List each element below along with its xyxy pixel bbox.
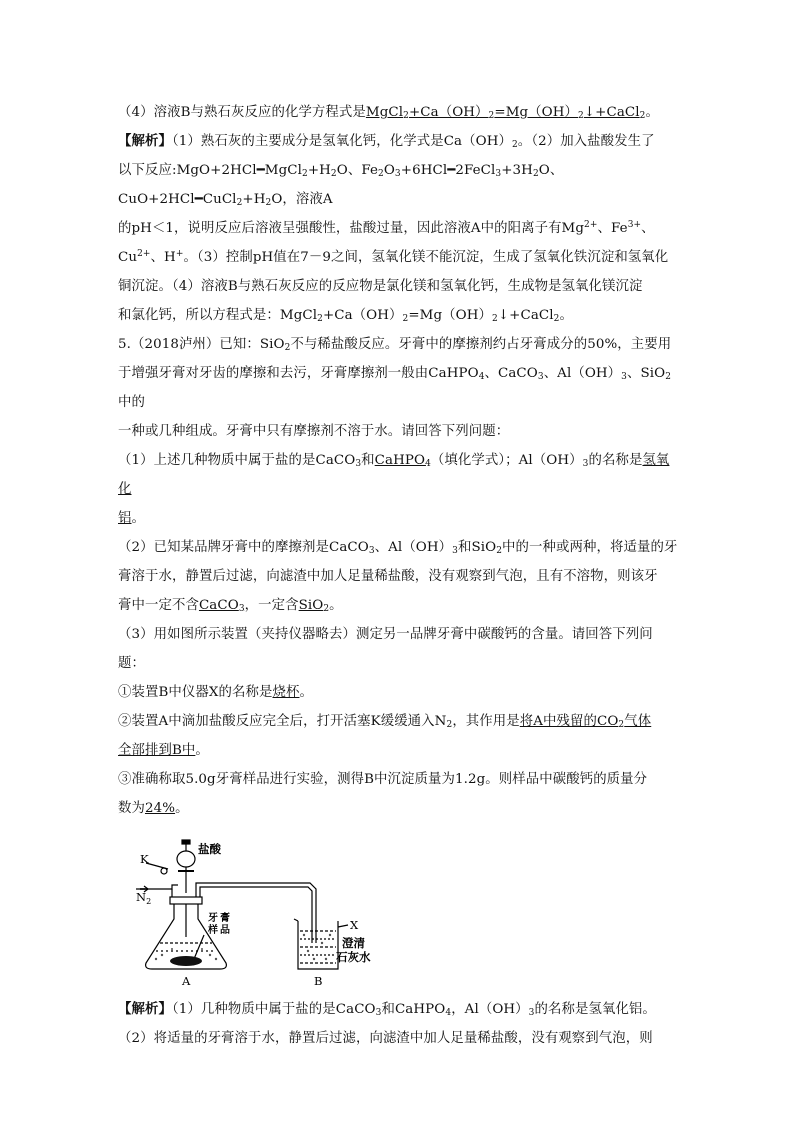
label-x: X [350,918,359,932]
sub3-item1: ①装置B中仪器X的名称是烧杯。 [118,685,313,700]
sub2-line3: 膏中一定不含CaCO$_3$，一定含SiO$_2$。 [118,598,343,614]
jiexi2-line1: 【解析】（1）几种物质中属于盐的是CaCO$_3$和CaHPO$_4$，$Al(OH)_3$的名称是氢氧化铝。 [118,1001,656,1018]
sub2-line2: 膏溶于水，静置后过滤，向滤渣中加人足量稀盐酸，没有观察到气泡，且有不溶物，则该牙 [118,569,658,584]
label-acid: 盐酸 [198,842,221,856]
jiexi1-line6: 和氯化钙，所以方程式是：$MgCl_2+Ca(OH)_2=Mg(OH)_2↓+CaCl_2$。 [118,308,573,324]
beaker [298,921,338,969]
sub3-answer2a: 将A中残留的$CO_2$气体 [519,714,652,730]
jiexi1-line1: 【解析】（1）熟石灰的主要成分是氢氧化钙，化学式是$Ca(OH)_2$。（2）加入盐酸发生了 [118,133,655,150]
label-b: B [314,974,323,987]
sub3-answer3: 24% [144,801,176,816]
toothpaste-sample [170,956,202,966]
sub1-line2: 铝。 [118,511,145,526]
sub3-line1: （3）用如图所示装置（夹持仪器略去）测定另一品牌牙膏中碳酸钙的含量。请回答下列问 [118,627,653,642]
q5-line1: 5.（2018泸州）已知：SiO$_2$不与稀盐酸反应。牙膏中的摩擦剂约占牙膏成分的50%，主要用 [118,337,672,353]
funnel-bulb [177,851,195,867]
jiexi-tag: 【解析】 [118,133,172,149]
document-body [118,98,678,1053]
jiexi-tag-2: 【解析】 [118,1001,172,1017]
label-a: A [182,974,191,987]
label-sample-3: 样 [208,925,218,936]
q5-line3: 一种或几种组成。牙膏中只有摩擦剂不溶于水。请回答下列问题： [118,424,510,439]
apparatus-figure [132,839,678,987]
label-lime-2: 石灰水 [336,950,371,964]
label-lime-1: 澄清 [342,936,365,950]
q5-line2: 于增强牙膏对牙齿的摩擦和去污，牙膏摩擦剂一般由CaHPO$_4$、CaCO$_3$、$Al(OH)_3$、SiO$_2$中的 [118,366,672,410]
sub1-line1: （1）上述几种物质中属于盐的是CaCO$_3$和CaHPO$_4$（填化学式）；$Al(OH)_3$的名称是氢氧化 [118,453,670,497]
sub2-answer2: SiO$_2$ [298,598,330,614]
label-sample-1: 牙 [208,913,218,924]
jiexi1-line4: $Cu^{2+}$、H+。（3）控制pH值在7－9之间，氢氧化镁不能沉淀，生成了氢氧化铁沉淀和氢氧化 [118,249,669,265]
sub3-answer1: 烧杯 [272,685,300,700]
label-sample-4: 品 [220,925,230,936]
sub1-answer1: CaHPO$_4$ [374,453,431,469]
sub2-line1: （2）已知某品牌牙膏中的摩擦剂是CaCO$_3$、$Al(OH)_3$和SiO$_2$中的一种或两种，将适量的牙 [118,540,678,556]
sub1-answer2a: 氢氧化 [118,453,670,497]
q4-line: （4）溶液B与熟石灰反应的化学方程式是$MgCl_2+Ca(OH)_2=Mg(OH)_2↓+CaCl_2$。 [118,105,659,121]
label-sample-2: 膏 [220,913,230,924]
q4-answer: $MgCl_2+Ca(OH)_2=Mg(OH)_2↓+CaCl_2$ [365,105,646,121]
apparatus-diagram [132,839,432,987]
sub2-answer1: CaCO$_3$ [198,598,245,614]
funnel-stopper [182,840,190,844]
jiexi1-line3: 的pH＜1，说明反应后溶液呈强酸性，盐酸过量，因此溶液A中的阳离子有$Mg^{2+}$、$Fe^{3+}$、 [118,220,655,236]
jiexi2-line2: （2）将适量的牙膏溶于水，静置后过滤，向滤渣中加人足量稀盐酸，没有观察到气泡，则 [118,1031,653,1046]
jiexi1-line5: 铜沉淀。（4）溶液B与熟石灰反应的反应物是氯化镁和氢氧化钙，生成物是氢氧化镁沉淀 [118,279,643,294]
sub3-line2: 题： [118,656,145,671]
sub1-answer2b: 铝 [118,511,132,526]
sub3-item3-line2: 数为24%。 [118,801,189,816]
sub3-item2-line1: ②装置A中滴加盐酸反应完全后，打开活塞K缓缓通入$N_2$，其作用是将A中残留的$CO_2$气体 [118,714,652,730]
label-k: K [140,852,149,866]
jiexi1-line2: 以下反应$:MgO+2HCl━MgCl_2+H_2O$、$Fe_2O_3+6HCl━2FeCl_3+3H_2O$、$CuO+2HCl━CuCl_2+H_2O$，溶液A [118,163,564,208]
label-n2: $N_2$ [136,890,152,906]
sub3-item3-line1: ③准确称取5.0g牙膏样品进行实验，测得B中沉淀质量为1.2g。则样品中碳酸钙的质量分 [118,772,648,787]
sub3-item2-line2: 全部排到B中。 [118,743,209,758]
sub3-answer2b: 全部排到B中 [118,743,196,758]
